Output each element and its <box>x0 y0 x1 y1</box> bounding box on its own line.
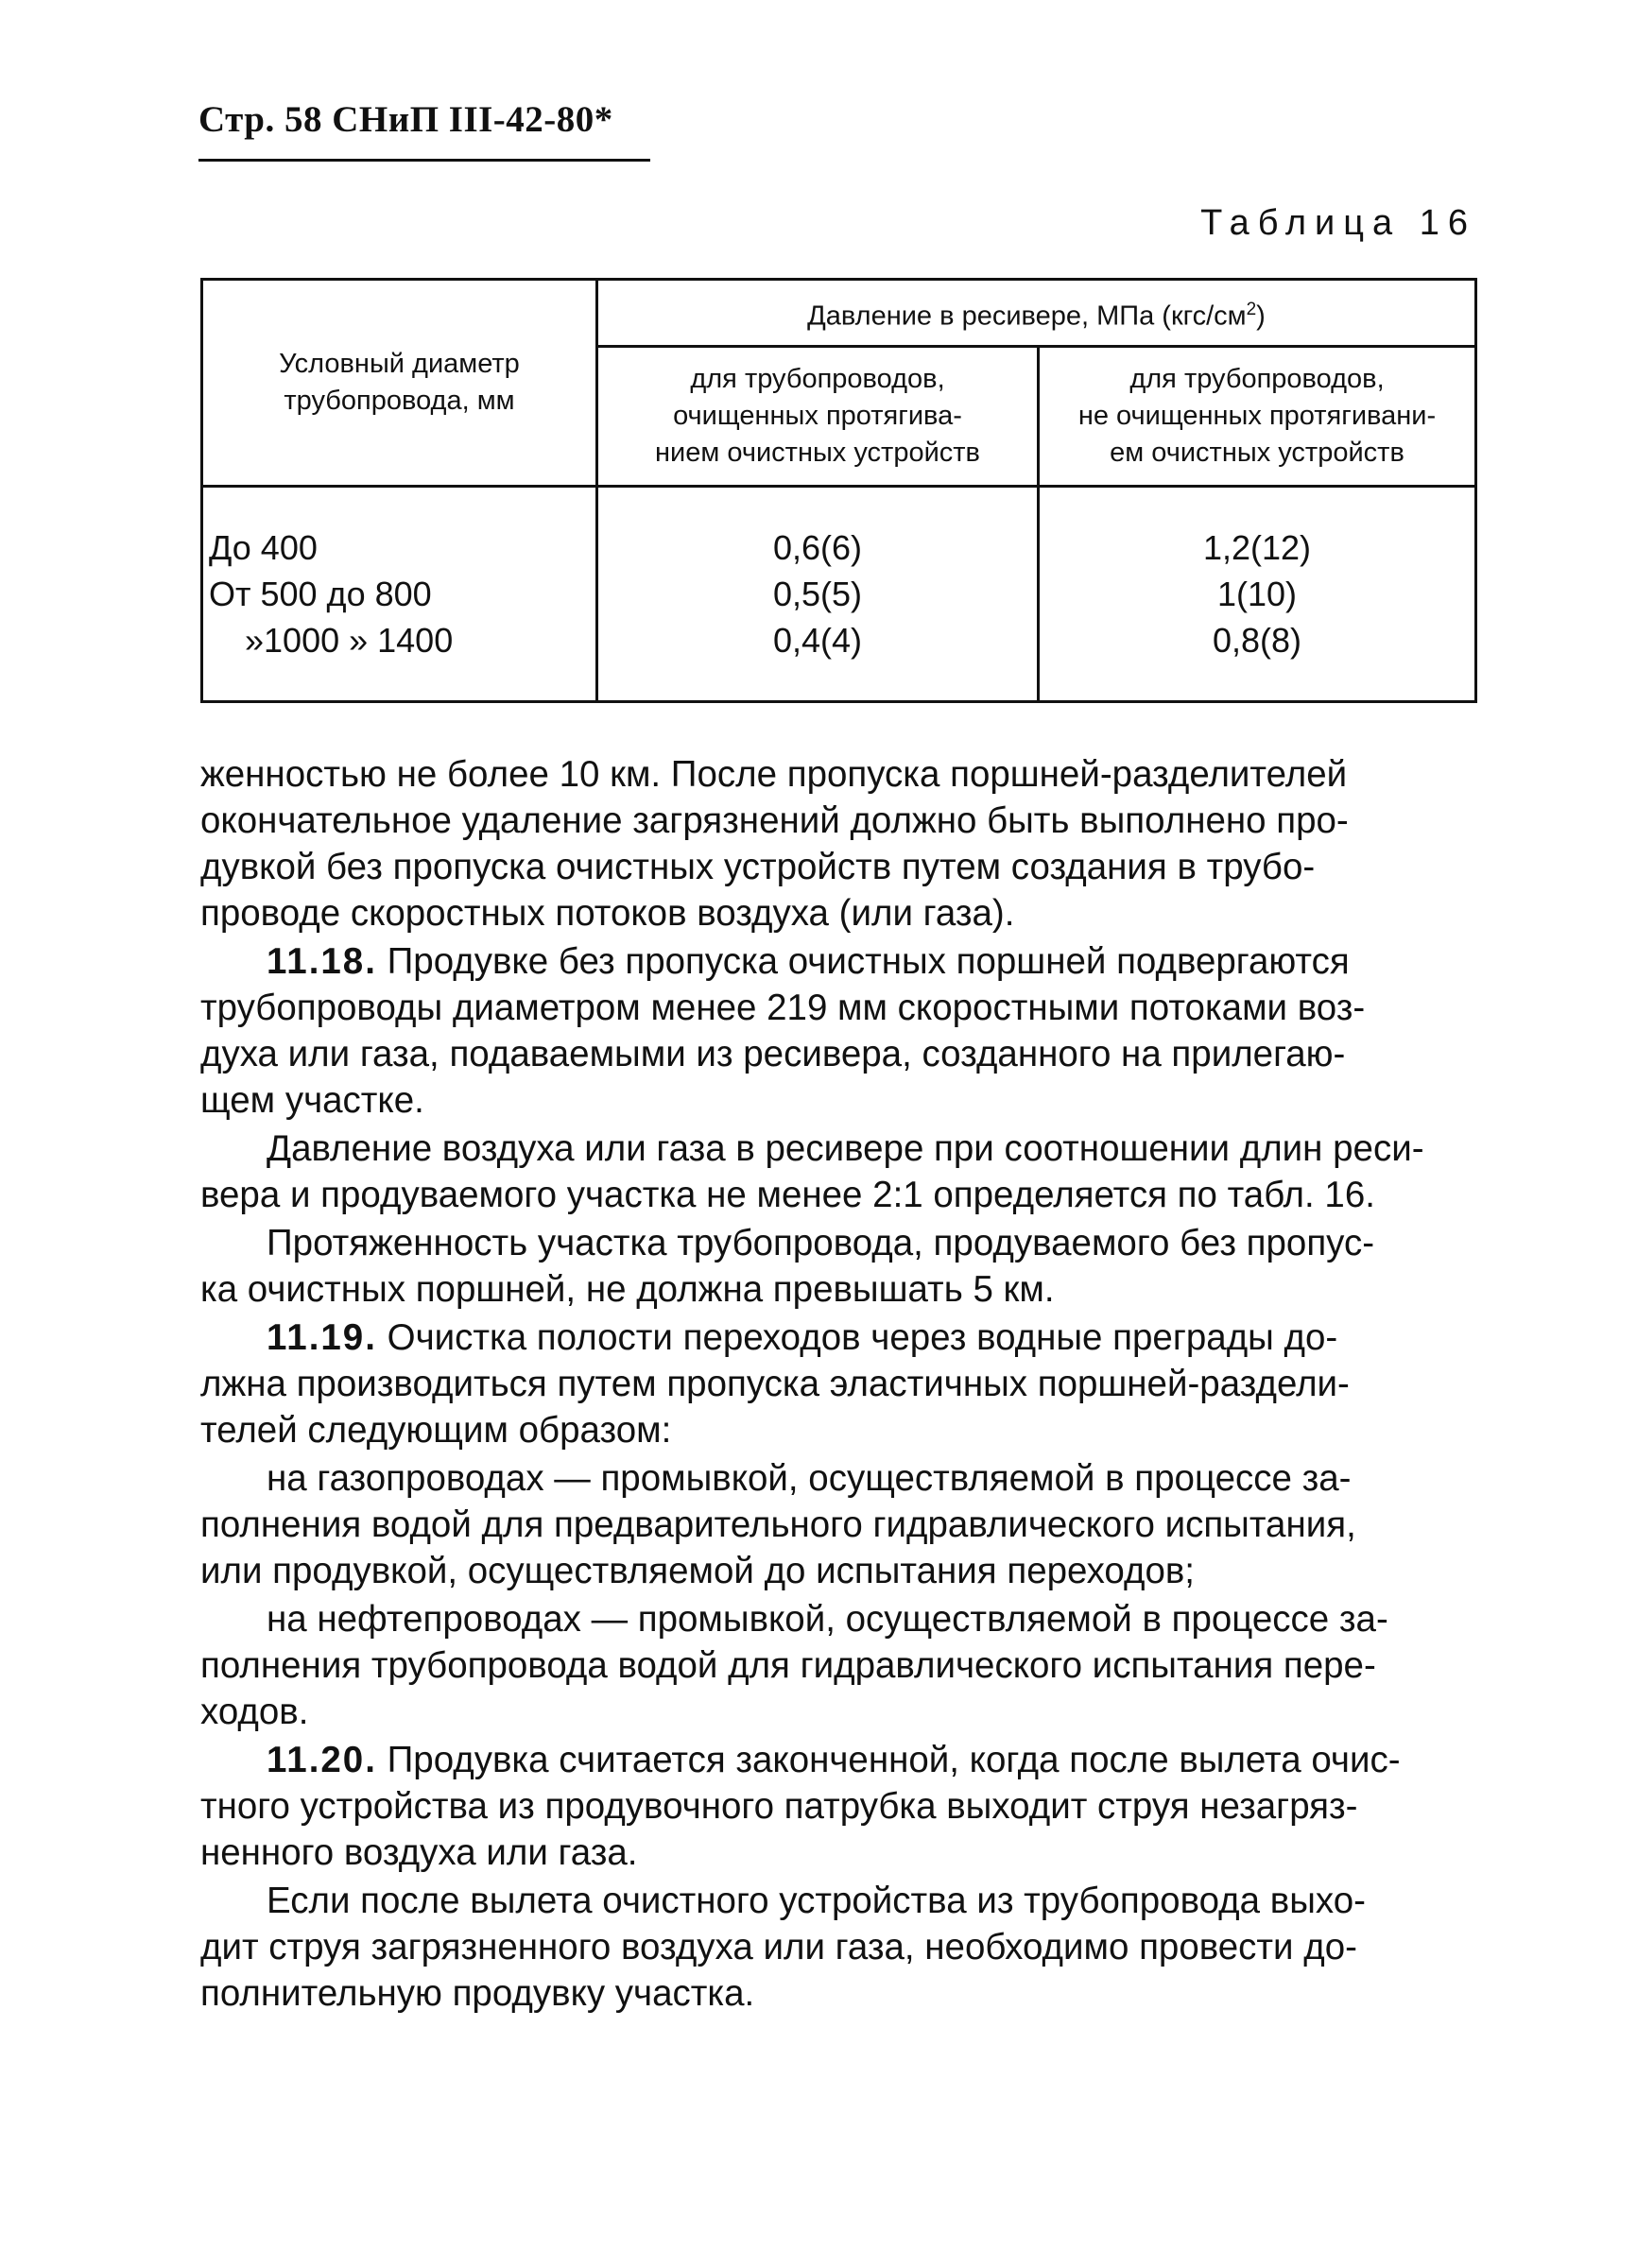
text-line: духа или газа, подаваемыми из ресивера, созданного на прилегаю- <box>200 1034 1346 1074</box>
diameter-value: До 400 <box>209 528 318 567</box>
clause-first-line <box>200 1314 1473 1361</box>
body-text <box>200 751 1473 2017</box>
paragraph-oil-pipelines <box>200 1596 1473 1735</box>
cleaned-pressure-value: 0,4(4) <box>772 621 863 660</box>
clause-11-18 <box>200 938 1473 1124</box>
table-caption: Таблица 16 <box>1200 203 1476 243</box>
not-cleaned-pressure-cell <box>1039 487 1476 702</box>
text-line: трубопроводы диаметром менее 219 мм скоростными потоками воз- <box>200 988 1366 1028</box>
text-line: Если после вылета очистного устройства из трубопровода выхо- <box>267 1881 1366 1921</box>
header-pressure-text: Давление в ресивере, МПа (кгс/см <box>807 301 1247 332</box>
text-line: или продувкой, осуществляемой до испытания переходов; <box>200 1551 1196 1591</box>
text-line: полнения водой для предварительного гидравлического испытания, <box>200 1504 1356 1545</box>
text-line: Давление воздуха или газа в ресивере при соотношении длин реси- <box>267 1128 1424 1169</box>
header-diameter <box>202 280 597 487</box>
text-line: телей следующим образом: <box>200 1410 672 1451</box>
header-not-cleaned-line: не очищенных протягивани- <box>1077 401 1437 431</box>
header-cleaned <box>597 347 1039 487</box>
text-line: полнения трубопровода водой для гидравлического испытания пере- <box>200 1645 1376 1686</box>
clause-11-19 <box>200 1314 1473 1453</box>
cleaned-pressure-value: 0,6(6) <box>772 528 863 567</box>
header-rule <box>198 159 650 162</box>
text-line: проводе скоростных потоков воздуха (или газа). <box>200 893 1015 934</box>
header-pressure-sup: 2 <box>1246 299 1257 319</box>
text-line: Протяженность участка трубопровода, продуваемого без пропус- <box>267 1223 1375 1263</box>
diameter-value: »1000 » 1400 <box>245 621 454 660</box>
text-line: лжна производиться путем пропуска эластичных поршней-раздели- <box>200 1364 1350 1404</box>
not-cleaned-pressure-value: 1,2(12) <box>1202 528 1312 567</box>
header-cleaned-line: нием очистных устройств <box>655 438 980 468</box>
text-line: на газопроводах — промывкой, осуществляемой в процессе за- <box>267 1458 1352 1499</box>
text-line: женностью не более 10 км. После пропуска поршней-разделителей <box>200 754 1348 795</box>
text-line: вера и продуваемого участка не менее 2:1 определяется по табл. 16. <box>200 1175 1375 1215</box>
header-diameter-line: трубопровода, мм <box>284 386 515 416</box>
text-line: Очистка полости переходов через водные преграды до- <box>376 1317 1338 1358</box>
clause-number: 11.19. <box>267 1317 377 1358</box>
paragraph-continuation <box>200 751 1473 936</box>
header-diameter-line: Условный диаметр <box>279 349 520 379</box>
text-line: полнительную продувку участка. <box>200 1973 755 2014</box>
clause-number: 11.20. <box>267 1740 377 1780</box>
clause-first-line <box>200 1737 1473 1783</box>
text-line: Продувка считается законченной, когда после вылета очис- <box>376 1740 1401 1780</box>
page-header: Стр. 58 СНиП III-42-80* <box>198 99 613 140</box>
table-body-row <box>202 487 1476 702</box>
header-not-cleaned-line: ем очистных устройств <box>1110 438 1404 468</box>
not-cleaned-pressure-value: 0,8(8) <box>1212 621 1302 660</box>
paragraph-section-length <box>200 1220 1473 1313</box>
header-pressure-group <box>597 280 1476 347</box>
text-line: ненного воздуха или газа. <box>200 1832 638 1873</box>
header-not-cleaned <box>1039 347 1476 487</box>
text-line: окончательное удаление загрязнений должно быть выполнено про- <box>200 800 1349 841</box>
paragraph-additional-blowing <box>200 1878 1473 2017</box>
header-pressure-end: ) <box>1256 301 1266 332</box>
clause-first-line <box>200 938 1473 985</box>
pressure-table <box>200 278 1477 703</box>
paragraph-receiver-pressure <box>200 1125 1473 1218</box>
text-line: тного устройства из продувочного патрубка выходит струя незагряз- <box>200 1786 1358 1827</box>
clause-number: 11.18. <box>267 941 377 982</box>
text-line: дувкой без пропуска очистных устройств путем создания в трубо- <box>200 847 1316 887</box>
cleaned-pressure-cell <box>597 487 1039 702</box>
text-line: Продувке без пропуска очистных поршней подвергаются <box>376 941 1350 982</box>
text-line: на нефтепроводах — промывкой, осуществляемой в процессе за- <box>267 1599 1388 1640</box>
text-line: щем участке. <box>200 1080 424 1121</box>
table-header-row <box>202 280 1476 347</box>
cleaned-pressure-value: 0,5(5) <box>772 575 863 613</box>
diameter-cell <box>202 487 597 702</box>
header-cleaned-line: очищенных протягива- <box>673 401 962 431</box>
clause-11-20 <box>200 1737 1473 1876</box>
header-cleaned-line: для трубопроводов, <box>690 364 945 394</box>
paragraph-gas-pipelines <box>200 1455 1473 1594</box>
diameter-value: От 500 до 800 <box>209 575 432 613</box>
text-line: ка очистных поршней, не должна превышать 5 км. <box>200 1269 1055 1310</box>
text-line: ходов. <box>200 1692 309 1732</box>
not-cleaned-pressure-value: 1(10) <box>1216 575 1298 613</box>
text-line: дит струя загрязненного воздуха или газа, необходимо провести до- <box>200 1927 1357 1967</box>
header-not-cleaned-line: для трубопроводов, <box>1129 364 1385 394</box>
